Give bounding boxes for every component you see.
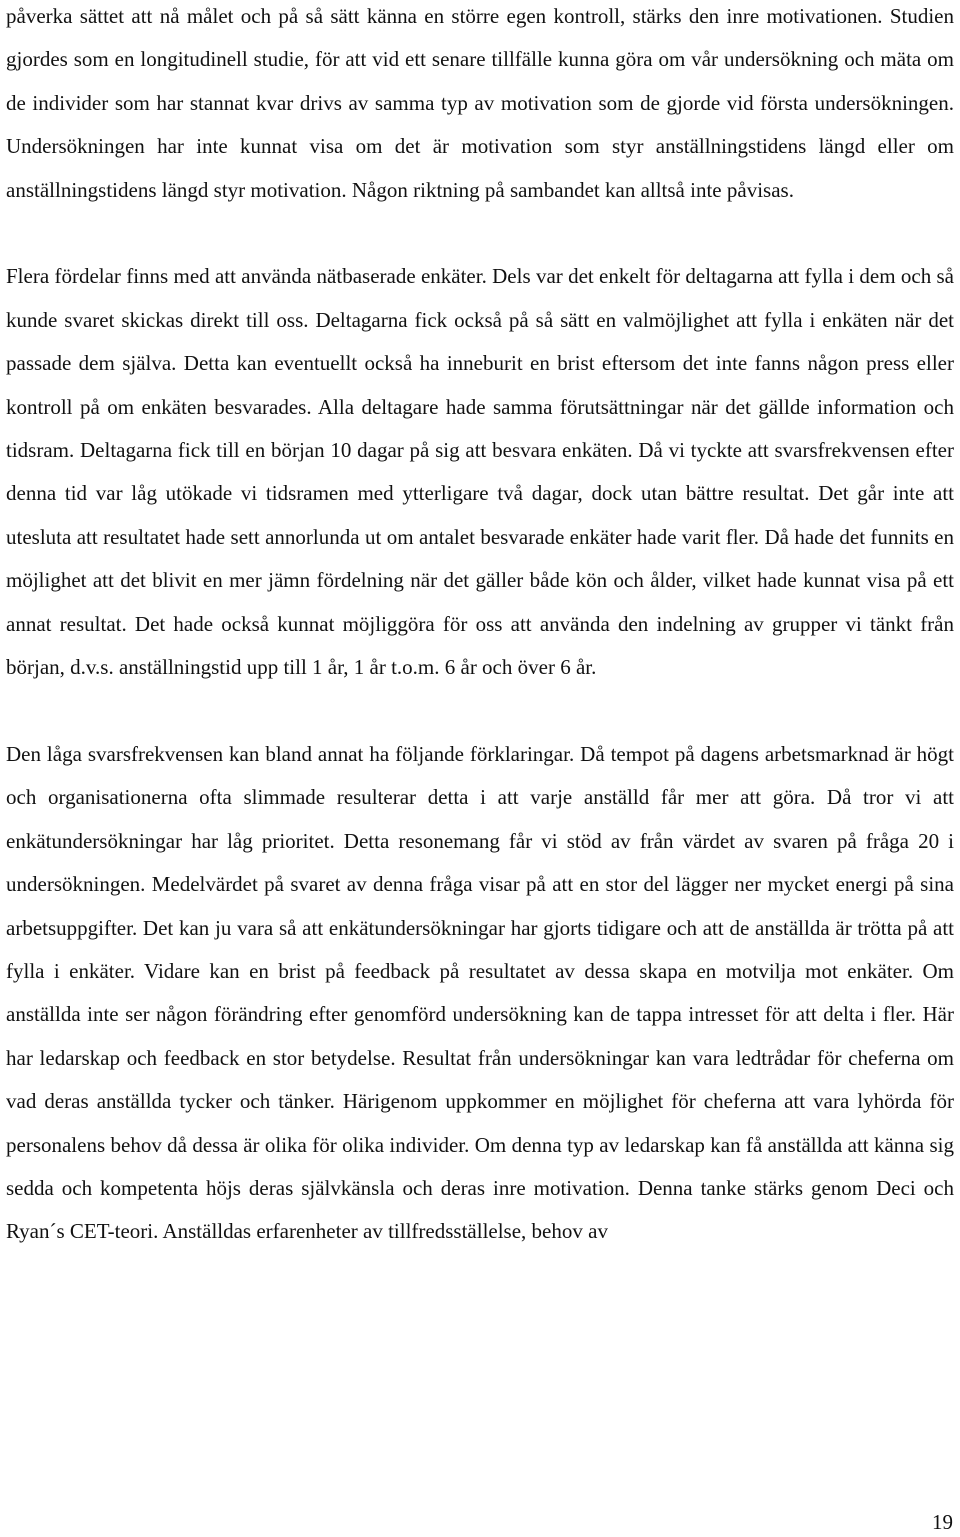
page-number: 19	[932, 1510, 953, 1534]
paragraph-response-rate: Den låga svarsfrekvensen kan bland annat ha följande förklaringar. Då tempot på dagens arbetsmarknad är högt och organisationerna ofta slimmade resulterar detta i att varje anställd får mer att göra. Då tror vi att enkätundersökningar har låg prioritet. Detta resonemang får vi stöd av från värdet av svaren på fråga 20 i undersökningen. Medelvärdet på svaret av denna fråga visar på att en stor del lägger ner mycket energi på sina arbetsuppgifter. Det kan ju vara så att enkätundersökningar har gjorts tidigare och att de anställda är trötta på att fylla i enkäter. Vidare kan en brist på feedback på resultatet av dessa skapa en motvilja mot enkäter. Om anställda inte ser någon förändring efter genomförd undersökning kan de tappa intresset för att delta i fler. Här har ledarskap och feedback en stor betydelse. Resultat från undersökningar kan vara ledtrådar för cheferna om vad deras anställda tycker och tänker. Härigenom uppkommer en möjlighet för cheferna att vara lyhörda för personalens behov då dessa är olika för olika individer. Om denna typ av ledarskap kan få anställda att känna sig sedda och kompetenta höjs deras självkänsla och deras inre motivation. Denna tanke stärks genom Deci och Ryan´s CET-teori. Anställdas erfarenheter av tillfredsställelse, behov av	[6, 741, 954, 1244]
paragraph-web-survey: Flera fördelar finns med att använda nätbaserade enkäter. Dels var det enkelt för deltagarna att fylla i dem och så kunde svaret skickas direkt till oss. Deltagarna fick också på så sätt en valmöjlighet att fylla i enkäten när det passade dem själva. Detta kan eventuellt också ha inneburit en brist eftersom det inte fanns någon press eller kontroll på om enkäten besvarades. Alla deltagare hade samma förutsättningar när det gällde information och tidsram. Deltagarna fick till en början 10 dagar på sig att besvara enkäten. Då vi tyckte att svarsfrekvensen efter denna tid var låg utökade vi tidsramen med ytterligare två dagar, dock utan bättre resultat. Det går inte att utesluta att resultatet hade sett annorlunda ut om antalet besvarade enkäter hade varit fler. Då hade det funnits en möjlighet att det blivit en mer jämn fördelning när det gäller både kön och ålder, vilket hade kunnat visa på ett annat resultat. Det hade också kunnat möjliggöra för oss att använda den indelning av grupper vi tänkt från början, d.v.s. anställningstid upp till 1 år, 1 år t.o.m. 6 år och över 6 år.	[6, 264, 954, 680]
document-page	[6, 0, 954, 1254]
paragraph-motivation-study: påverka sättet att nå målet och på så sätt känna en större egen kontroll, stärks den inre motivationen. Studien gjordes som en longitudinell studie, för att vid ett senare tillfälle kunna göra om vår undersökning och mäta om de individer som har stannat kvar drivs av samma typ av motivation som de gjorde vid första undersökningen. Undersökningen har inte kunnat visa om det är motivation som styr anställningstidens längd eller om anställningstidens längd styr motivation. Någon riktning på sambandet kan alltså inte påvisas.	[6, 4, 954, 202]
